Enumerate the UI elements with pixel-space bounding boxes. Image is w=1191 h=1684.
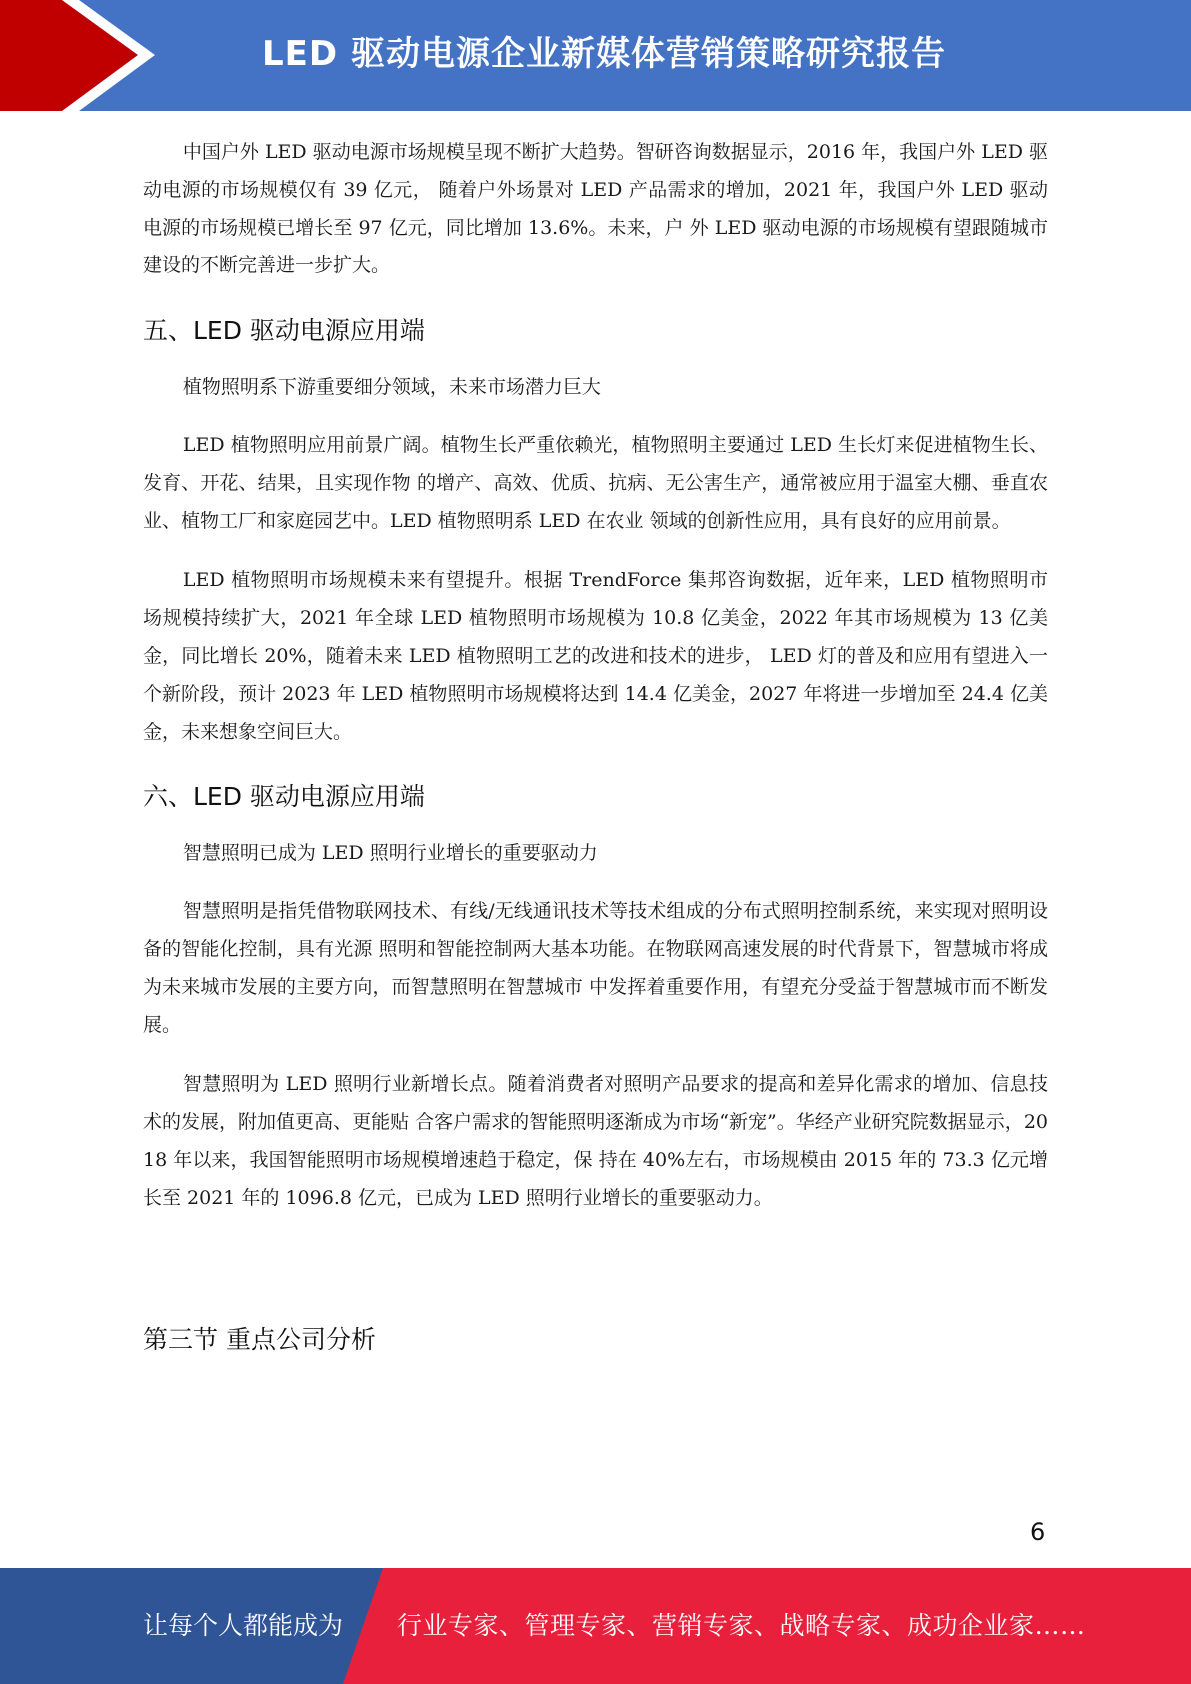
report-title: LED 驱动电源企业新媒体营销策略研究报告 (262, 34, 946, 74)
section5-paragraph-2: LED 植物照明市场规模未来有望提升。根据 TrendForce 集邦咨询数据，近年来，LED 植物照明市场规模持续扩大，2021 年全球 LED 植物照明市场规模为 10.8 亿美金，2022 年其市场规模为 13 亿美金，同比增长 20%，随着未来 LED 植物照明工艺的改进和技术的进步， LED 灯的普及和应用有望进入一个新阶段，预计 2023 年 LED 植物照明市场规模将达到 14.4 亿美金，2027 年将进一步增加至 24.4 亿美 金，未来想象空间巨大。 (143, 569, 1048, 743)
section6-subheading: 智慧照明已成为 LED 照明行业增长的重要驱动力 (182, 842, 598, 865)
footer-slogan-left: 让每个人都能成为 (143, 1611, 344, 1640)
document-body (143, 134, 1048, 1356)
section6-paragraph-1: 智慧照明是指凭借物联网技术、有线/无线通讯技术等技术组成的分布式照明控制系统，来实现对照明设备的智能化控制，具有光源 照明和智能控制两大基本功能。在物联网高速发展的时代背景下，智慧城市将成为未来城市发展的主要方向，而智慧照明在智慧城市 中发挥着重要作用，有望充分受益于智慧城市而不断发展。 (143, 900, 1048, 1036)
section5-heading: 五、LED 驱动电源应用端 (143, 316, 425, 346)
section6-heading: 六、LED 驱动电源应用端 (143, 782, 425, 812)
intro-paragraph: 中国户外 LED 驱动电源市场规模呈现不断扩大趋势。智研咨询数据显示，2016 年，我国户外 LED 驱动电源的市场规模仅有 39 亿元， 随着户外场景对 LED 产品需求的增加，2021 年，我国户外 LED 驱动电源的市场规模已增长至 97 亿元，同比增加 13.6%。未来，户 外 LED 驱动电源的市场规模有望跟随城市建设的不断完善进一步扩大。 (143, 141, 1048, 277)
footer-slogan-right: 行业专家、管理专家、营销专家、战略专家、成功企业家…… (397, 1611, 1086, 1640)
section5-subheading: 植物照明系下游重要细分领域，未来市场潜力巨大 (182, 376, 601, 399)
section3-heading: 第三节 重点公司分析 (143, 1324, 376, 1354)
header-banner (0, 0, 1191, 111)
section6-paragraph-2: 智慧照明为 LED 照明行业新增长点。随着消费者对照明产品要求的提高和差异化需求的增加、信息技术的发展，附加值更高、更能贴 合客户需求的智能照明逐渐成为市场“新宠”。华经产业研究院数据显示，2018 年以来，我国智能照明市场规模增速趋于稳定，保 持在 40%左右，市场规模由 2015 年的 73.3 亿元增长至 2021 年的 1096.8 亿元，已成为 LED 照明行业增长的重要驱动力。 (143, 1073, 1048, 1209)
page-number: 6 (1030, 1518, 1046, 1546)
footer-banner (0, 1568, 1191, 1684)
section5-paragraph-1: LED 植物照明应用前景广阔。植物生长严重依赖光，植物照明主要通过 LED 生长灯来促进植物生长、发育、开花、结果，且实现作物 的增产、高效、优质、抗病、无公害生产，通常被应用于温室大棚、垂直农业、植物工厂和家庭园艺中。LED 植物照明系 LED 在农业 领域的创新性应用，具有良好的应用前景。 (143, 433, 1048, 532)
